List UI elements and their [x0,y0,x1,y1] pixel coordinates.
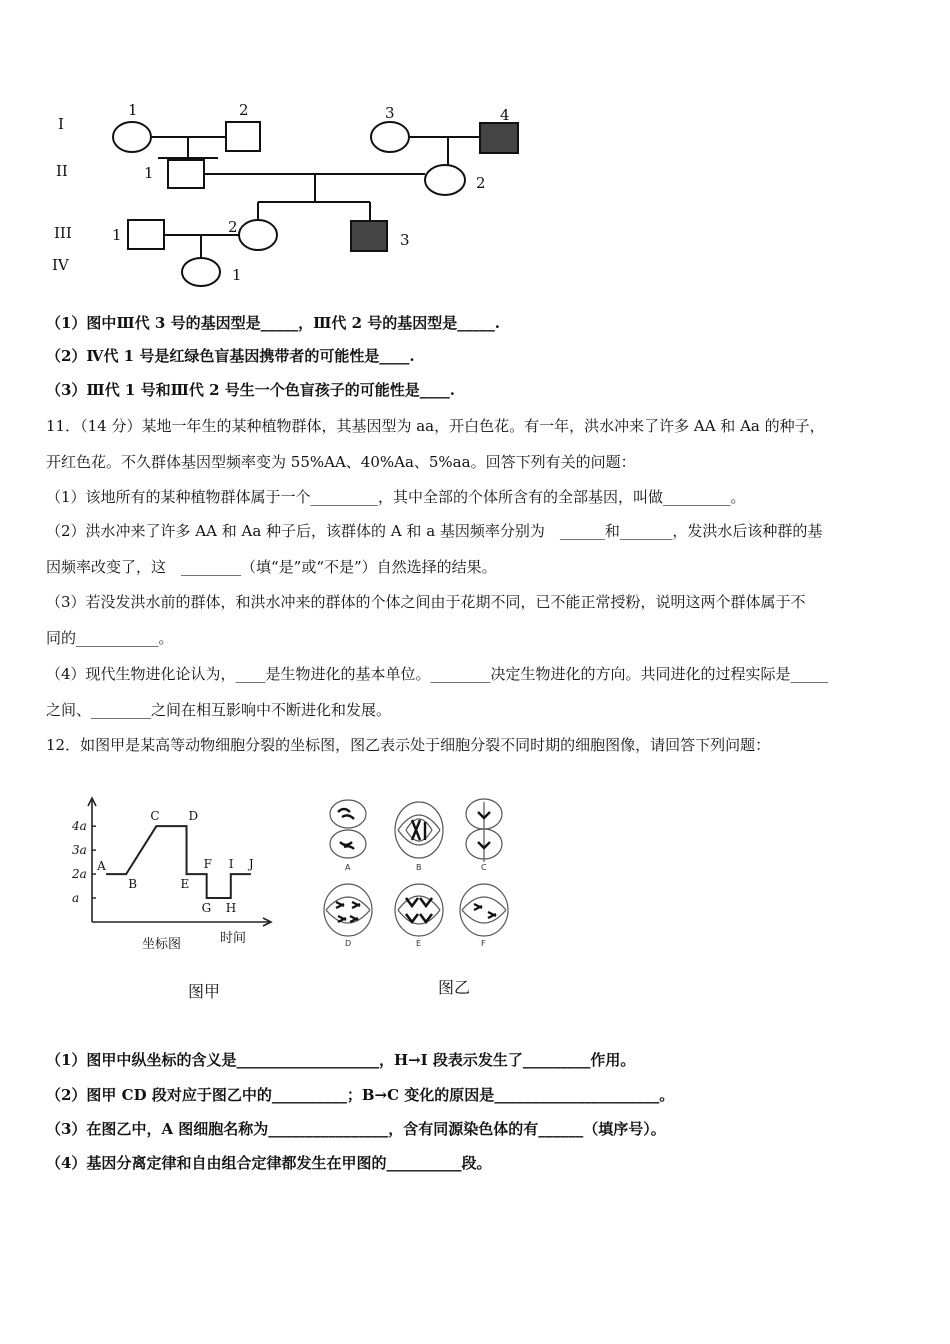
pedigree-I-1-female [113,122,151,152]
num-IV-1: 1 [232,266,242,284]
point-label-A: A [97,859,106,874]
cell-label-E: E [416,939,422,948]
q11-line5: 因频率改变了，这 ________（填“是”或“不是”）自然选择的结果。 [46,558,497,576]
cell-E [395,884,443,936]
point-label-E: E [180,877,190,892]
cell-C [466,799,502,862]
num-III-3: 3 [400,231,410,249]
num-II-2: 2 [476,174,486,192]
point-label-C: C [150,809,160,824]
q10-sub1: （1）图中Ⅲ代 3 号的基因型是_____，Ⅲ代 2 号的基因型是_____. [46,314,500,332]
num-II-1: 1 [144,164,154,182]
num-I-3: 3 [385,104,395,122]
point-label-G: G [201,901,212,916]
figure-b-cells [318,792,528,952]
cell-A [330,800,366,858]
chart-xlabel: 时间 [220,931,247,946]
point-label-D: D [188,809,199,824]
q12-sub1: （1）图甲中纵坐标的含义是___________________，H→I 段表示发生了_________作用。 [46,1051,636,1069]
figure-b-caption: 图乙 [438,978,471,997]
q12-sub2: （2）图甲 CD 段对应于图乙中的__________；B→C 变化的原因是______________________。 [46,1086,675,1104]
point-label-H: H [225,901,237,916]
cell-label-D: D [345,939,352,948]
y-tick-label: a [72,891,80,906]
q10-sub3: （3）Ⅲ代 1 号和Ⅲ代 2 号生一个色盲孩子的可能性是____. [46,381,455,399]
figure-a-chart [60,790,280,960]
pedigree-III-2-female [239,220,277,250]
cell-F [460,884,508,936]
gen-label-II: II [56,162,68,180]
q11-line2: 开红色花。不久群体基因型频率变为 55%AA、40%Aa、5%aa。回答下列有关的问题： [46,453,636,471]
cell-label-B: B [416,863,422,872]
point-label-I: I [228,857,234,872]
point-label-J: J [248,857,254,872]
pedigree-II-2-female [425,165,465,195]
pedigree-I-4-affected-male [480,123,518,153]
pedigree-I-2-male [226,122,260,151]
cell-label-A: A [345,863,351,872]
q11-line1: 11．（14 分）某地一年生的某种植物群体，其基因型为 aa，开白色花。有一年，洪水冲来了许多 AA 和 Aa 的种子， [46,417,825,435]
q11-line9: 之间、________之间在相互影响中不断进化和发展。 [46,701,392,719]
q12-sub4: （4）基因分离定律和自由组合定律都发生在甲图的__________段。 [46,1154,492,1172]
num-III-2: 2 [228,218,238,236]
pedigree-II-1-male [168,160,204,188]
cell-B [395,802,443,858]
pedigree-I-3-female [371,122,409,152]
y-tick-label: 2a [72,867,87,882]
y-tick-label: 4a [72,819,87,834]
q11-line3: （1）该地所有的某种植物群体属于一个_________，其中全部的个体所含有的全部基因，叫做_________。 [46,488,746,506]
cell-label-C: C [481,863,487,872]
chart-title: 坐标图 [142,937,182,952]
q11-line6: （3）若没发洪水前的群体，和洪水冲来的群体的个体之间由于花期不同，已不能正常授粉，说明这两个群体属于不 [46,593,806,611]
point-label-B: B [128,877,138,892]
num-III-1: 1 [112,226,122,244]
q11-line7: 同的___________。 [46,629,174,647]
q12-sub3: （3）在图乙中，A 图细胞名称为________________，含有同源染色体的有______（填序号）。 [46,1120,666,1138]
pedigree-chart [40,90,560,300]
gen-label-I: I [58,115,64,133]
y-tick-label: 3a [72,843,87,858]
num-I-1: 1 [128,101,138,119]
q10-sub2: （2）Ⅳ代 1 号是红绿色盲基因携带者的可能性是____. [46,347,415,365]
q12-intro: 12．如图甲是某高等动物细胞分裂的坐标图，图乙表示处于细胞分裂不同时期的细胞图像，请回答下列问题： [46,736,771,754]
gen-label-III: III [54,224,72,242]
num-I-4: 4 [500,106,510,124]
cell-label-F: F [481,939,486,948]
point-label-F: F [203,857,212,872]
pedigree-IV-1-female [182,258,220,286]
pedigree-III-1-male [128,220,164,249]
num-I-2: 2 [239,101,249,119]
q11-line8: （4）现代生物进化论认为，____是生物进化的基本单位。________决定生物进化的方向。共同进化的过程实际是_____ [46,665,829,683]
figure-a-caption: 图甲 [188,982,221,1001]
pedigree-III-3-affected-male [351,221,387,251]
cell-D [324,884,372,936]
q11-line4: （2）洪水冲来了许多 AA 和 Aa 种子后，该群体的 A 和 a 基因频率分别为 ______和_______，发洪水后该种群的基 [46,522,823,540]
gen-label-IV: IV [52,256,69,274]
